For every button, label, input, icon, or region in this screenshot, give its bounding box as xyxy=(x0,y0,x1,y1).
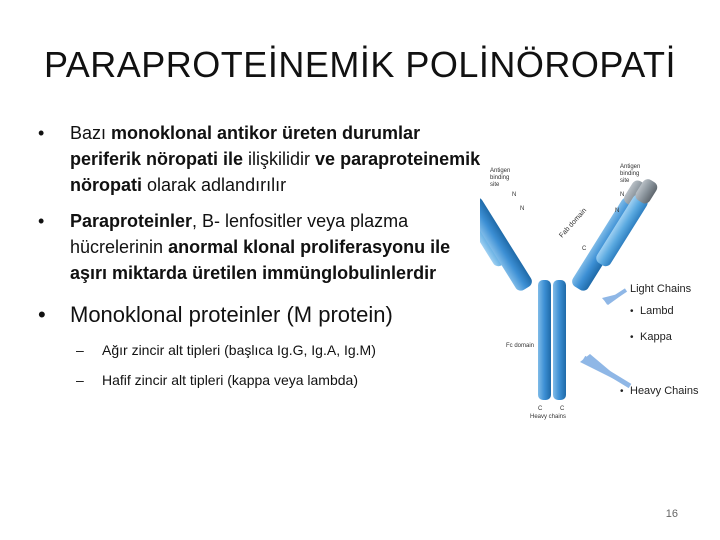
bullet-item-1 xyxy=(38,120,488,198)
c-terminus-label: C xyxy=(560,406,565,412)
heavy-chains-label: Heavy Chains xyxy=(630,385,699,397)
bullet-1-seg-2: ilişkilidir xyxy=(243,149,316,169)
c-terminus-label: C xyxy=(538,406,543,412)
fc-stem-right xyxy=(553,280,566,400)
bullet-dot: • xyxy=(38,123,45,143)
main-bullet-text: Monoklonal proteinler (M protein) xyxy=(70,302,393,327)
antibody-diagram xyxy=(480,140,700,440)
bullet-1-seg-0: Bazı xyxy=(70,123,112,143)
bullet-1-seg-1: monoklonal antikor üreten durumlar periferik nöropati ile xyxy=(70,123,421,169)
fc-stem-left xyxy=(538,280,551,400)
fab-domain-label: Fab domain xyxy=(558,207,589,240)
n-terminus-label: N xyxy=(520,206,525,212)
bullet-1-seg-3: ve paraproteinemik nöropati xyxy=(70,149,481,195)
n-terminus-label: N xyxy=(620,192,625,198)
bullet-2-seg-1: , B- lenfositler veya plazma hücrelerinin xyxy=(70,211,409,257)
left-heavy-arm xyxy=(480,178,534,293)
light-chains-label: Light Chains xyxy=(630,283,692,295)
right-light-chain xyxy=(594,177,660,269)
bullet-dot: • xyxy=(620,386,624,397)
bullet-dot: • xyxy=(630,332,634,343)
lambda-label: Lambd xyxy=(640,305,674,317)
bullet-2-seg-2: anormal klonal proliferasyonu ile aşırı miktarda üretilen immünglobulinlerdir xyxy=(70,237,451,283)
bullet-dot: • xyxy=(38,211,45,231)
bullet-dot: • xyxy=(630,306,634,317)
antigen-binding-label-left: Antigen binding site xyxy=(490,168,511,188)
arrow-icon xyxy=(584,358,630,386)
sub-bullet-1-text: Ağır zincir alt tipleri (başlıca Ig.G, Ig.A, Ig.M) xyxy=(102,342,376,358)
dash-marker: – xyxy=(76,342,84,358)
dash-marker: – xyxy=(76,372,84,388)
bullet-item-3 xyxy=(38,300,488,330)
page-number: 16 xyxy=(665,508,678,520)
slide-title: PARAPROTEİNEMİK POLİNÖROPATİ xyxy=(43,44,677,85)
bullet-item-2 xyxy=(38,208,488,286)
bullet-2-seg-0: Paraproteinler xyxy=(70,211,193,231)
fc-domain-label: Fc domain xyxy=(506,343,535,349)
kappa-label: Kappa xyxy=(640,331,672,343)
n-terminus-label: N xyxy=(512,192,517,198)
sub-bullet-2-text: Hafif zincir alt tipleri (kappa veya lambda) xyxy=(102,372,358,388)
bullet-list xyxy=(38,120,488,390)
antigen-binding-label-right: Antigen binding site xyxy=(620,164,641,184)
bullet-1-seg-4: olarak adlandırılır xyxy=(142,175,287,195)
heavy-chains-small-label: Heavy chains xyxy=(529,414,567,420)
bullet-dot: • xyxy=(38,302,46,327)
c-terminus-label: C xyxy=(582,246,587,252)
n-terminus-label: N xyxy=(615,208,620,214)
sub-bullet-2 xyxy=(38,370,488,390)
sub-bullet-1 xyxy=(38,340,488,360)
